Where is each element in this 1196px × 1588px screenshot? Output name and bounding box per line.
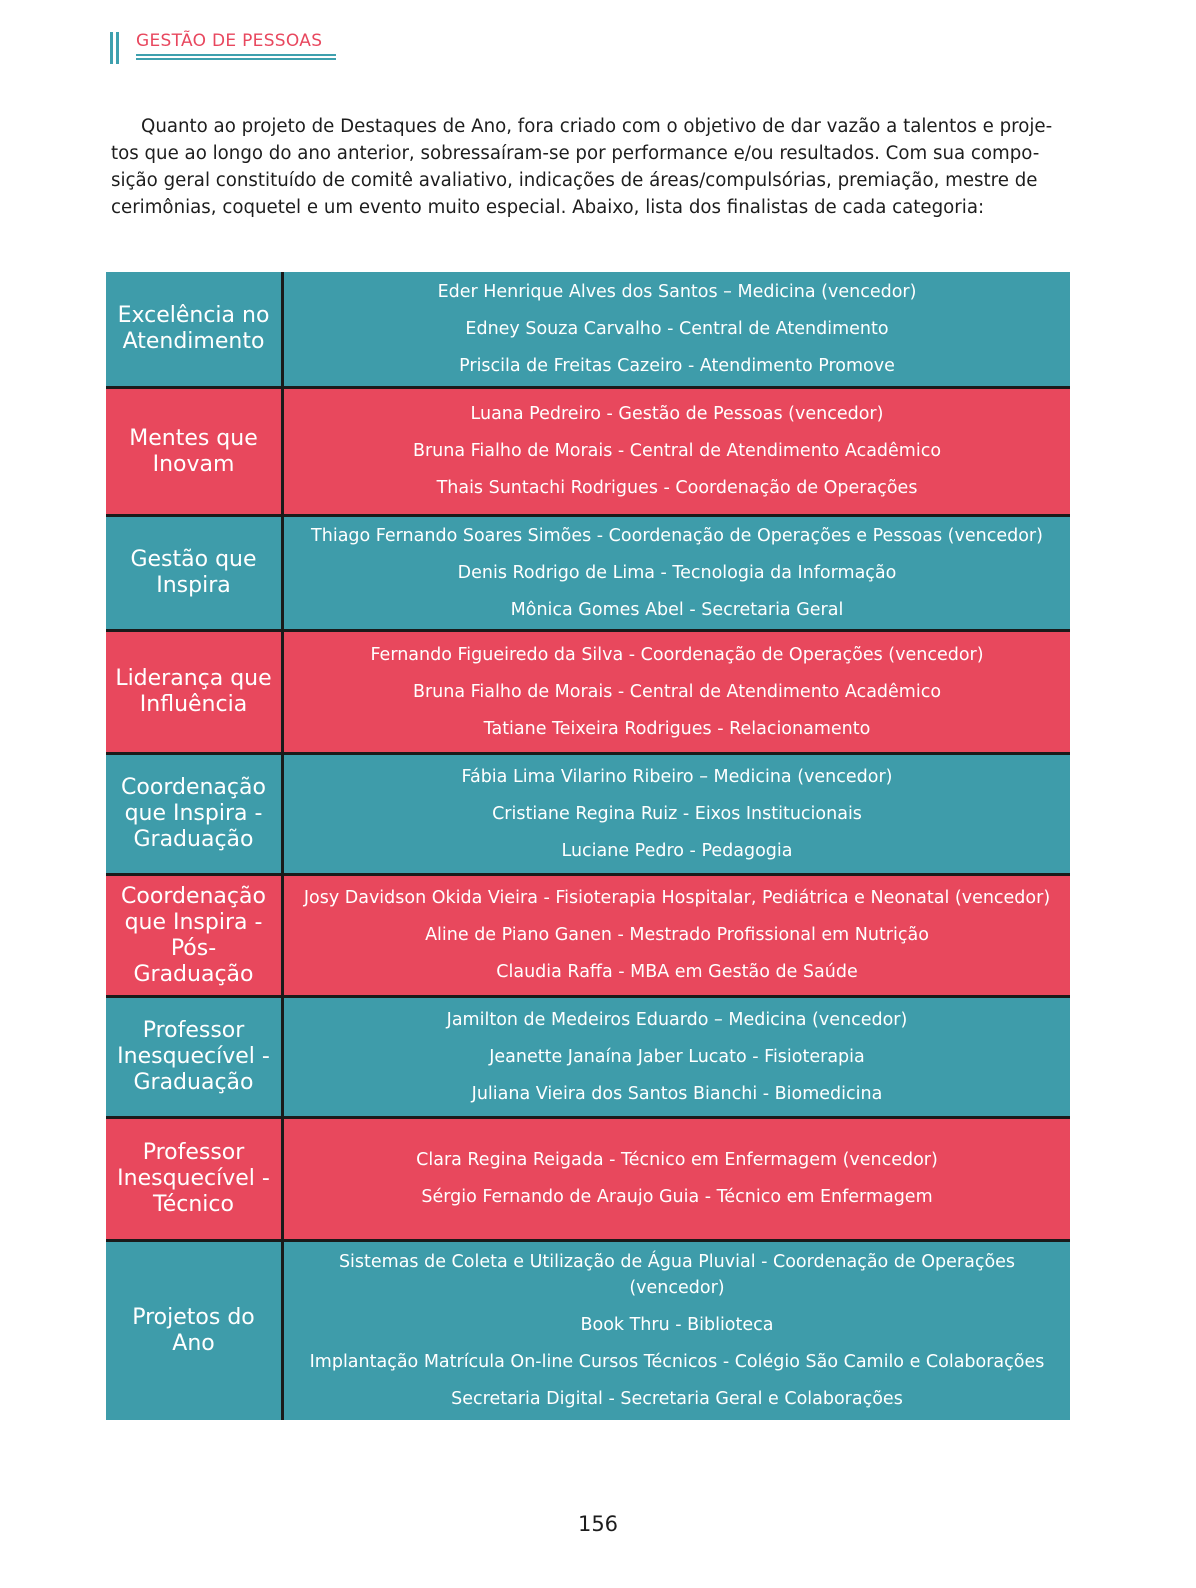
finalist-entry: Juliana Vieira dos Santos Bianchi - Biomedicina [471, 1083, 883, 1104]
category-name-line: Técnico [153, 1192, 234, 1218]
intro-line: Quanto ao projeto de Destaques de Ano, fora criado com o objetivo de dar vazão a talentos e proje- [141, 116, 1053, 137]
finalists-list [284, 998, 1070, 1117]
finalist-entry: Claudia Raffa - MBA em Gestão de Saúde [496, 962, 858, 983]
category-name-line: Ano [172, 1330, 215, 1356]
category-name-line: Professor [142, 1018, 245, 1044]
category-name-line: Graduação [133, 1070, 254, 1096]
category-name-line: Pós-Graduação [133, 935, 254, 987]
category-row [106, 386, 1070, 514]
finalist-entry: Mônica Gomes Abel - Secretaria Geral [510, 599, 844, 620]
category-name [106, 876, 284, 995]
category-name [106, 389, 284, 514]
category-name [106, 632, 284, 752]
finalists-list [284, 389, 1070, 514]
finalist-entry: Book Thru - Biblioteca [580, 1314, 774, 1335]
finalist-entry: Denis Rodrigo de Lima - Tecnologia da Informação [457, 562, 897, 583]
finalist-entry: Jeanette Janaína Jaber Lucato - Fisioterapia [489, 1046, 865, 1067]
finalist-entry: Jamilton de Medeiros Eduardo – Medicina (vencedor) [446, 1009, 908, 1030]
category-name [106, 1119, 284, 1239]
finalist-entry: Luana Pedreiro - Gestão de Pessoas (vencedor) [470, 404, 884, 425]
category-name-line: Atendimento [122, 329, 265, 354]
category-row [106, 629, 1070, 752]
intro-line: cerimônias, coquetel e um evento muito especial. Abaixo, lista dos finalistas de cada categoria: [111, 197, 985, 218]
category-name [106, 1242, 284, 1420]
finalist-entry: Edney Souza Carvalho - Central de Atendimento [465, 318, 889, 339]
category-row [106, 873, 1070, 995]
category-name-line: Gestão que [130, 547, 257, 573]
category-row [106, 1116, 1070, 1239]
category-row [106, 514, 1070, 629]
category-name-line: Inesquecível - [117, 1044, 270, 1070]
category-name-line: Graduação [133, 827, 254, 853]
header-accent-bar [110, 32, 113, 64]
category-name-line: Inesquecível - [117, 1166, 270, 1192]
category-name-line: Professor [142, 1140, 245, 1166]
intro-paragraph [111, 113, 1061, 221]
category-row [106, 272, 1070, 386]
finalist-entry: Fábia Lima Vilarino Ribeiro – Medicina (vencedor) [461, 766, 893, 787]
intro-line: sição geral constituído de comitê avaliativo, indicações de áreas/compulsórias, premiação, mestre de [111, 170, 1038, 191]
finalists-list [284, 755, 1070, 874]
finalists-list [284, 876, 1070, 995]
section-title: GESTÃO DE PESSOAS [136, 31, 323, 51]
finalist-entry: Josy Davidson Okida Vieira - Fisioterapia Hospitalar, Pediátrica e Neonatal (vencedor) [303, 888, 1051, 909]
finalist-entry: Secretaria Digital - Secretaria Geral e Colaborações [451, 1388, 903, 1409]
category-name-line: Influência [139, 692, 248, 718]
finalist-entry: Fernando Figueiredo da Silva - Coordenação de Operações (vencedor) [370, 644, 984, 665]
finalist-entry: Sérgio Fernando de Araujo Guia - Técnico em Enfermagem [421, 1187, 933, 1208]
finalist-entry: Bruna Fialho de Morais - Central de Atendimento Acadêmico [412, 441, 942, 462]
category-row [106, 995, 1070, 1117]
finalist-entry: Clara Regina Reigada - Técnico em Enfermagem (vencedor) [416, 1150, 938, 1171]
finalists-list [284, 272, 1070, 386]
finalist-entry: Eder Henrique Alves dos Santos – Medicina (vencedor) [437, 281, 917, 302]
page-number: 156 [577, 1512, 619, 1536]
finalist-entry: Tatiane Teixeira Rodrigues - Relacionamento [483, 718, 871, 739]
category-name [106, 517, 284, 629]
category-name [106, 755, 284, 874]
header-accent-bar [116, 32, 119, 64]
category-name-line: Mentes que [129, 425, 258, 451]
finalists-list [284, 1242, 1070, 1420]
category-name-line: Inovam [152, 451, 235, 477]
intro-line: tos que ao longo do ano anterior, sobressaíram-se por performance e/ou resultados. Com sua compo- [111, 143, 1040, 164]
finalists-list [284, 1119, 1070, 1239]
category-name-line: Coordenação [121, 775, 266, 801]
finalist-entry: Sistemas de Coleta e Utilização de Água Pluvial - Coordenação de Operações (vencedor) [338, 1251, 1016, 1298]
category-name-line: Excelência no [117, 303, 270, 328]
category-row [106, 752, 1070, 874]
title-underline [136, 58, 336, 60]
category-name-line: Liderança que [115, 666, 272, 692]
finalists-list [284, 517, 1070, 629]
finalist-entry: Cristiane Regina Ruiz - Eixos Institucionais [492, 803, 862, 824]
finalists-table [106, 272, 1070, 1420]
category-name-line: que Inspira - [124, 909, 263, 935]
finalist-entry: Thais Suntachi Rodrigues - Coordenação de Operações [436, 478, 918, 499]
category-name [106, 998, 284, 1117]
finalist-entry: Priscila de Freitas Cazeiro - Atendimento Promove [459, 355, 895, 376]
finalist-entry: Implantação Matrícula On-line Cursos Técnicos - Colégio São Camilo e Colaborações [309, 1351, 1045, 1372]
title-underline [136, 54, 336, 56]
finalist-entry: Luciane Pedro - Pedagogia [561, 840, 793, 861]
category-row [106, 1239, 1070, 1420]
finalists-list [284, 632, 1070, 752]
finalist-entry: Thiago Fernando Soares Simões - Coordenação de Operações e Pessoas (vencedor) [311, 525, 1043, 546]
category-name-line: Inspira [156, 573, 231, 599]
finalist-entry: Bruna Fialho de Morais - Central de Atendimento Acadêmico [412, 681, 942, 702]
finalist-entry: Aline de Piano Ganen - Mestrado Profissional em Nutrição [425, 925, 929, 946]
category-name-line: que Inspira - [124, 801, 263, 827]
category-name [106, 272, 284, 386]
category-name-line: Coordenação [121, 883, 266, 909]
category-name-line: Projetos do [132, 1304, 255, 1330]
